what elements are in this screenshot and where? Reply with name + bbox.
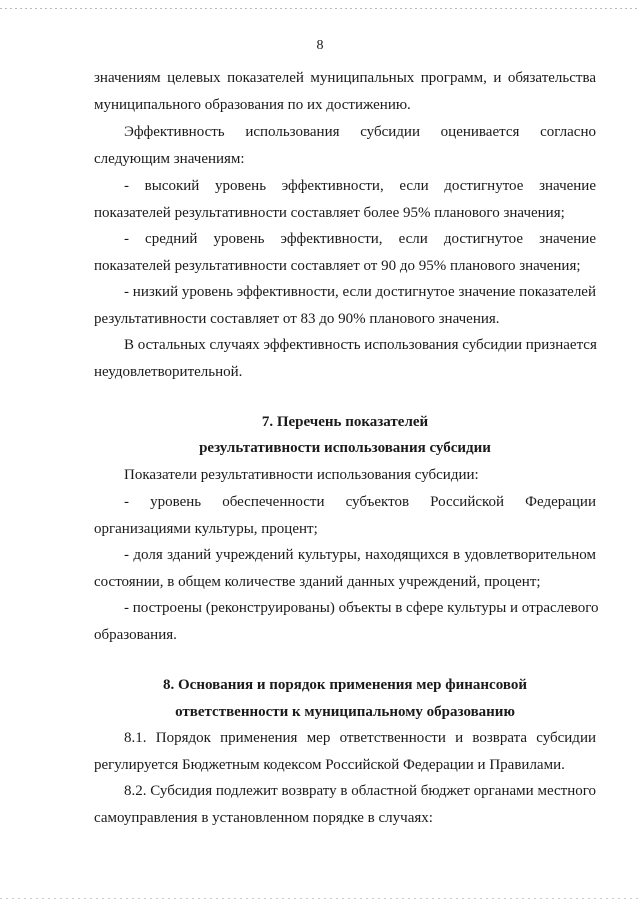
text-line: 8.1. Порядок применения мер ответственности и возврата субсидии (124, 730, 596, 746)
section-heading: ответственности к муниципальному образованию (175, 704, 515, 720)
text-line: следующим значениям: (94, 151, 245, 167)
text-line: самоуправления в установленном порядке в случаях: (94, 810, 433, 826)
text-line: образования. (94, 627, 177, 643)
text-line: 8.2. Субсидия подлежит возврату в областной бюджет органами местного (124, 783, 596, 799)
list-item: - уровень обеспеченности субъектов Российской Федерации (124, 494, 596, 510)
text-line: показателей результативности составляет от 90 до 95% планового значения; (94, 258, 581, 274)
list-item: - высокий уровень эффективности, если достигнутое значение (124, 178, 596, 194)
text-line: Эффективность использования субсидии оценивается согласно (124, 124, 596, 140)
list-item: - низкий уровень эффективности, если достигнутое значение показателей (124, 284, 596, 300)
text-line: В остальных случаях эффективность использования субсидии признается (124, 337, 597, 353)
text-line: показателей результативности составляет более 95% планового значения; (94, 205, 565, 221)
text-line: муниципального образования по их достижению. (94, 97, 411, 113)
text-line: организациями культуры, процент; (94, 521, 318, 537)
list-item: - построены (реконструированы) объекты в сфере культуры и отраслевого (124, 600, 599, 616)
scan-edge-top (0, 8, 640, 9)
text-line: состоянии, в общем количестве зданий данных учреждений, процент; (94, 574, 541, 590)
section-heading: 7. Перечень показателей (261, 414, 429, 430)
text-line: неудовлетворительной. (94, 364, 243, 380)
text-line: регулируется Бюджетным кодексом Российской Федерации и Правилами. (94, 757, 565, 773)
text-line: результативности составляет от 83 до 90% планового значения. (94, 311, 500, 327)
text-line: Показатели результативности использования субсидии: (124, 467, 479, 483)
list-item: - средний уровень эффективности, если достигнутое значение (124, 231, 596, 247)
list-item: - доля зданий учреждений культуры, находящихся в удовлетворительном (124, 547, 596, 563)
page-number: 8 (316, 38, 324, 53)
scan-edge-bottom (0, 898, 640, 899)
section-heading: 8. Основания и порядок применения мер финансовой (163, 677, 527, 693)
section-heading: результативности использования субсидии (199, 440, 491, 456)
text-line: значениям целевых показателей муниципальных программ, и обязательства (94, 70, 596, 86)
